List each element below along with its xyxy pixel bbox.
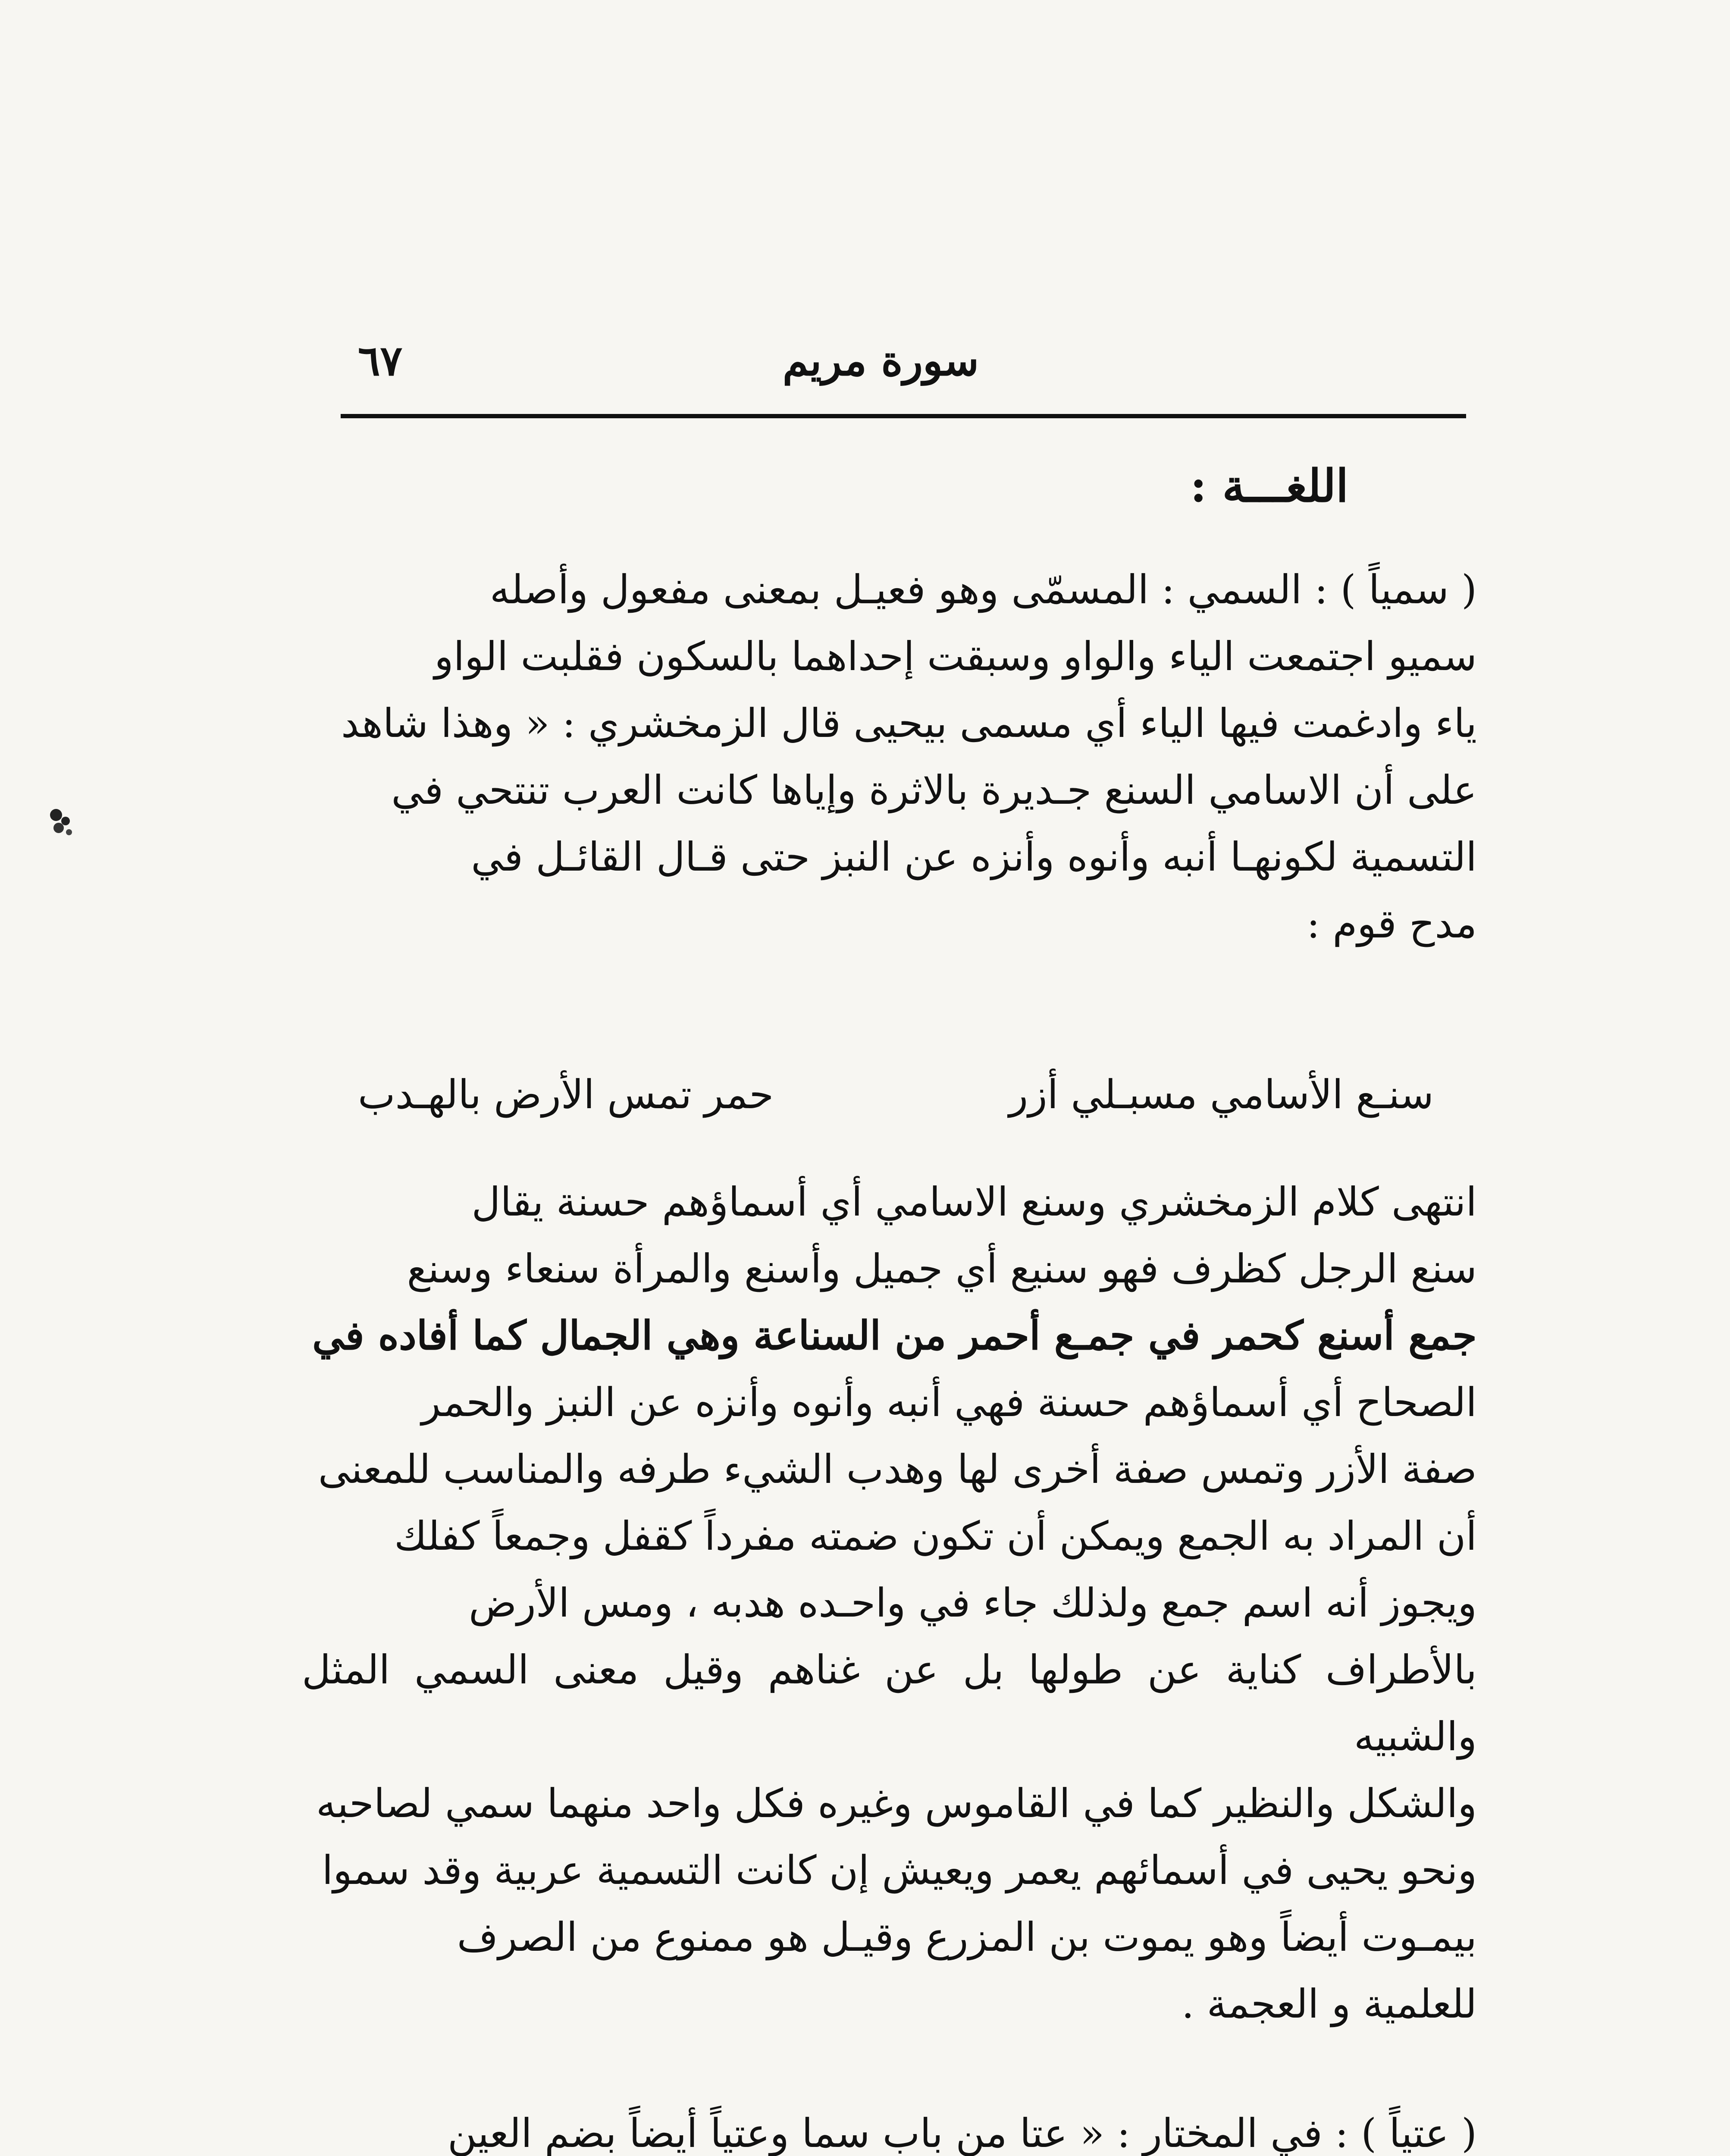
text-line: سنع الرجل كظرف فهو سنيع أي جميل وأسنع والمرأة سنعاء وسنع	[407, 1246, 1477, 1292]
text-line-bold: جمع أسنع كحمر في جمـع أحمر من السناعة وهي الجمال كما أفاده في	[312, 1312, 1477, 1359]
paragraph-itiyya	[302, 2100, 1477, 2156]
text-line: بالأطراف كناية عن طولها بل عن غناهم وقيل معنى السمي المثل والشبيه	[302, 1647, 1477, 1760]
text-line: ( عتياً ) : في المختار : « عتا من باب سما وعتياً أيضاً بضم العين	[447, 2110, 1477, 2156]
header-rule	[341, 414, 1466, 418]
text-line: مدح قوم :	[1307, 901, 1477, 947]
text-line: للعلمية و العجمة .	[1182, 1981, 1477, 2027]
text-line: بيمـوت أيضاً وهو يموت بن المزرع وقيـل هو ممنوع من الصرف	[457, 1914, 1477, 1960]
text-line: ( سمياً ) : السمي : المسمّى وهو فعيـل بمعنى مفعول وأصله	[489, 567, 1477, 613]
text-line: الصحاح أي أسماؤهم حسنة فهي أنبه وأنوه وأنزه عن النبز والحمر	[421, 1379, 1477, 1426]
text-line: ياء وادغمت فيها الياء أي مسمى بيحيى قال الزمخشري : « وهذا شاهد	[341, 700, 1477, 746]
page-header	[341, 328, 1466, 414]
page-number: ٦٧	[358, 336, 403, 385]
poem-verse	[302, 1067, 1477, 1136]
paragraph-commentary	[302, 1169, 1477, 2037]
text-line: سميو اجتمعت الياء والواو وسبقت إحداهما بالسكون فقلبت الواو	[434, 633, 1477, 680]
poem-second-hemistich: حمر تمس الأرض بالهـدب	[358, 1072, 774, 1118]
poem-first-hemistich: سنـع الأسامي مسبـلي أزر	[1009, 1072, 1434, 1118]
ink-speck-mark	[39, 802, 86, 843]
text-line: والشكل والنظير كما في القاموس وغيره فكل واحد منهما سمي لصاحبه	[316, 1780, 1477, 1827]
text-line: على أن الاسامي السنع جـديرة بالاثرة وإياها كانت العرب تنتحي في	[391, 767, 1477, 813]
text-line: التسمية لكونهـا أنبه وأنوه وأنزه عن النبز حتى قـال القائـل في	[471, 834, 1477, 880]
text-line: صفة الأزر وتمس صفة أخرى لها وهدب الشيء طرفه والمناسب للمعنى	[318, 1446, 1477, 1492]
paragraph-samiyya	[302, 556, 1477, 957]
text-line: ويجوز أنه اسم جمع ولذلك جاء في واحـده هدبه ، ومس الأرض	[468, 1580, 1477, 1626]
section-heading: اللغـــة :	[1190, 459, 1348, 512]
surah-title: سورة مريم	[782, 336, 979, 385]
text-line: أن المراد به الجمع ويمكن أن تكون ضمته مفرداً كقفل وجمعاً كفلك	[394, 1513, 1477, 1559]
text-line: ونحو يحيى في أسمائهم يعمر ويعيش إن كانت التسمية عربية وقد سموا	[322, 1847, 1477, 1893]
text-line: انتهى كلام الزمخشري وسنع الاسامي أي أسماؤهم حسنة يقال	[471, 1179, 1477, 1225]
